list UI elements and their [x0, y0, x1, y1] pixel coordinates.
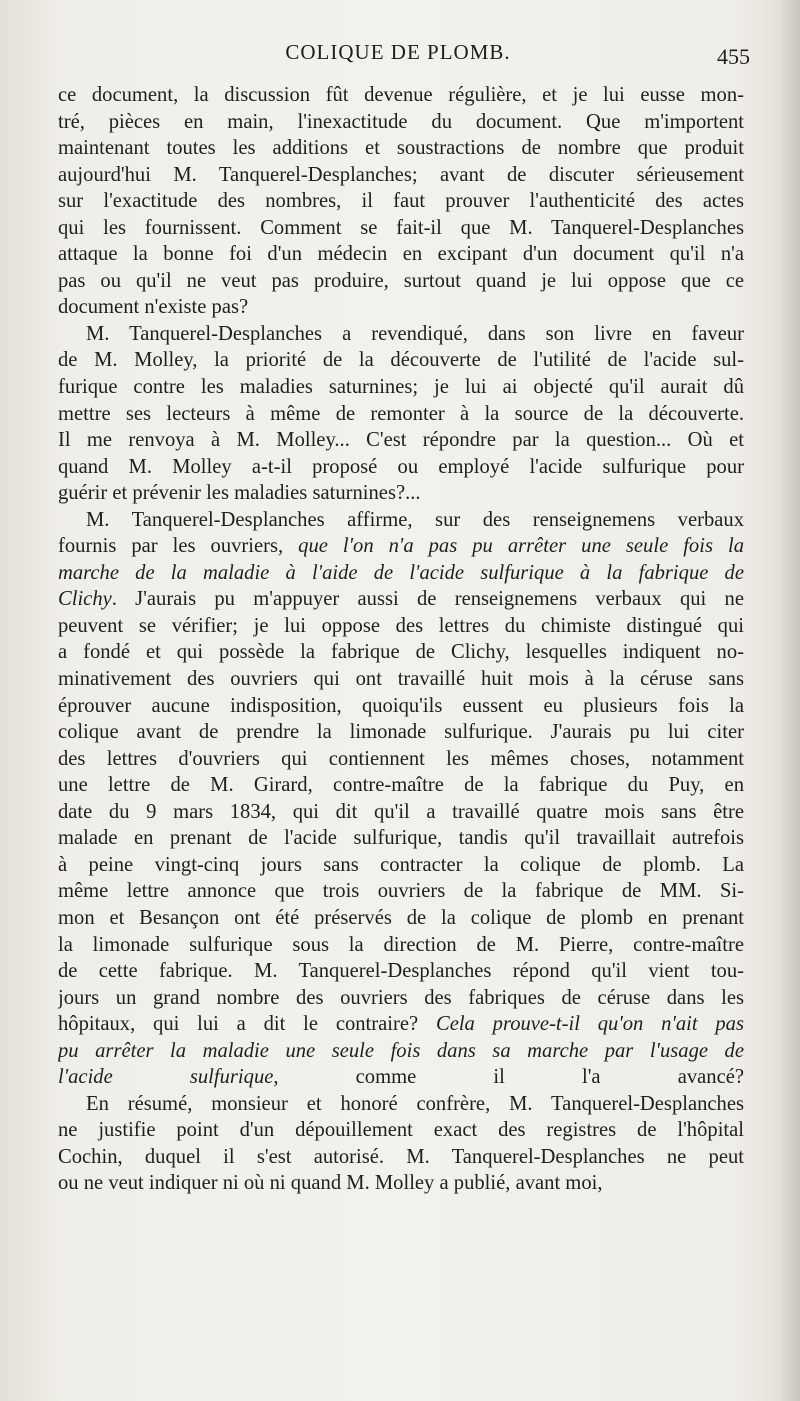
line-text: tré, pièces en main, l'inexactitude du document. Que m'importent — [58, 110, 744, 133]
text-line — [58, 878, 744, 905]
line-text: document n'existe pas? — [58, 296, 249, 319]
line-text: éprouver aucune indisposition, quoiqu'ils eussent eu plusieurs fois la — [58, 694, 744, 717]
text-line — [58, 905, 744, 932]
text-line — [58, 374, 744, 401]
line-italic-text: que l'on n'a pas pu arrêter une seule fois la — [298, 535, 744, 558]
text-line — [58, 799, 744, 826]
text-line — [58, 639, 744, 666]
line-text: Il me renvoya à M. Molley... C'est répondre par la question... Où et — [58, 429, 744, 452]
text-line — [58, 507, 744, 534]
text-line — [58, 188, 744, 215]
text-line — [58, 1038, 744, 1065]
text-line — [58, 401, 744, 428]
line-text: fournis par les ouvriers, — [58, 535, 299, 558]
line-italic-text: marche de la maladie à l'aide de l'acide sulfurique à la fabrique de — [58, 561, 744, 584]
line-text: ou ne veut indiquer ni où ni quand M. Molley a publié, avant moi, — [58, 1172, 603, 1195]
line-text: de cette fabrique. M. Tanquerel-Desplanches répond qu'il vient tou- — [58, 960, 744, 983]
text-line — [58, 480, 744, 507]
line-text: Cochin, duquel il s'est autorisé. M. Tanquerel-Desplanches ne peut — [58, 1145, 744, 1168]
line-text: qui les fournissent. Comment se fait-il que M. Tanquerel-Desplanches — [58, 216, 744, 239]
text-line — [58, 825, 744, 852]
text-line — [58, 1091, 744, 1118]
text-line — [58, 321, 744, 348]
line-text: peuvent se vérifier; je lui oppose des lettres du chimiste distingué qui — [58, 614, 744, 637]
line-text: hôpitaux, qui lui a dit le contraire? — [58, 1013, 436, 1036]
text-line — [58, 693, 744, 720]
body-text — [58, 82, 744, 1197]
line-italic-text: pu arrêter la maladie une seule fois dans sa marche par l'usage de — [58, 1039, 744, 1062]
line-text: une lettre de M. Girard, contre-maître de la fabrique du Puy, en — [58, 774, 744, 797]
line-text: quand M. Molley a-t-il proposé ou employé l'acide sulfurique pour — [58, 455, 744, 478]
text-line — [58, 666, 744, 693]
line-text: ne justifie point d'un dépouillement exact des registres de l'hôpital — [58, 1119, 744, 1142]
text-line — [58, 109, 744, 136]
line-italic-text: Clichy — [58, 588, 112, 611]
page-number: 455 — [717, 44, 750, 69]
line-text: En résumé, monsieur et honoré confrère, M. Tanquerel-Desplanches — [86, 1092, 744, 1115]
line-text: minativement des ouvriers qui ont travaillé huit mois à la céruse sans — [58, 668, 744, 691]
text-line — [58, 241, 744, 268]
line-text: colique avant de prendre la limonade sulfurique. J'aurais pu lui citer — [58, 721, 744, 744]
text-line — [58, 294, 744, 321]
line-text: aujourd'hui M. Tanquerel-Desplanches; avant de discuter sérieusement — [58, 163, 744, 186]
line-text: date du 9 mars 1834, qui dit qu'il a travaillé quatre mois sans être — [58, 800, 744, 823]
text-line — [58, 268, 744, 295]
text-line — [58, 746, 744, 773]
line-text: M. Tanquerel-Desplanches affirme, sur des renseignemens verbaux — [86, 508, 744, 531]
line-text: attaque la bonne foi d'un médecin en excipant d'un document qu'il n'a — [58, 243, 744, 266]
text-line — [58, 1117, 744, 1144]
line-text: à peine vingt-cinq jours sans contracter la colique de plomb. La — [58, 853, 744, 876]
text-line — [58, 613, 744, 640]
line-text: maintenant toutes les additions et soustractions de nombre que produit — [58, 137, 744, 160]
text-line — [58, 1064, 744, 1091]
line-text: sur l'exactitude des nombres, il faut prouver l'authenticité des actes — [58, 190, 744, 213]
line-text: la limonade sulfurique sous la direction de M. Pierre, contre-maître — [58, 933, 744, 956]
text-line — [58, 454, 744, 481]
line-text: a fondé et qui possède la fabrique de Clichy, lesquelles indiquent no- — [58, 641, 744, 664]
line-text: jours un grand nombre des ouvriers des fabriques de céruse dans les — [58, 986, 744, 1009]
text-line — [58, 586, 744, 613]
page-gutter-shadow — [778, 0, 800, 1401]
line-text: mon et Besançon ont été préservés de la colique de plomb en prenant — [58, 906, 744, 929]
line-text: même lettre annonce que trois ouvriers de la fabrique de MM. Si- — [58, 880, 744, 903]
line-text: , comme il l'a avancé? — [273, 1066, 744, 1089]
text-line — [58, 347, 744, 374]
text-line — [58, 427, 744, 454]
text-line — [58, 1011, 744, 1038]
running-title: COLIQUE DE PLOMB. — [285, 40, 511, 64]
line-text: pas ou qu'il ne veut pas produire, surtout quand je lui oppose que ce — [58, 269, 744, 292]
line-text: . J'aurais pu m'appuyer aussi de renseignemens verbaux qui ne — [111, 588, 744, 611]
line-text: malade en prenant de l'acide sulfurique, tandis qu'il travaillait autrefois — [58, 827, 744, 850]
text-line — [58, 852, 744, 879]
line-text: ce document, la discussion fût devenue régulière, et je lui eusse mon- — [58, 84, 744, 106]
line-text: guérir et prévenir les maladies saturnines?... — [58, 482, 421, 505]
line-italic-text: Cela prouve-t-il qu'on n'ait pas — [435, 1013, 744, 1036]
text-line — [58, 560, 744, 587]
page-header — [0, 40, 800, 80]
text-line — [58, 215, 744, 242]
text-line — [58, 985, 744, 1012]
line-italic-text: l'acide sulfurique — [58, 1066, 274, 1089]
text-line — [58, 162, 744, 189]
line-text: de M. Molley, la priorité de la découverte de l'utilité de l'acide sul- — [58, 349, 744, 372]
line-text: M. Tanquerel-Desplanches a revendiqué, dans son livre en faveur — [86, 322, 744, 345]
text-line — [58, 135, 744, 162]
text-line — [58, 932, 744, 959]
text-line — [58, 82, 744, 109]
text-line — [58, 1170, 744, 1197]
line-text: des lettres d'ouvriers qui contiennent les mêmes choses, notamment — [58, 747, 744, 770]
text-line — [58, 1144, 744, 1171]
line-text: furique contre les maladies saturnines; je lui ai objecté qu'il aurait dû — [58, 376, 744, 399]
line-text: mettre ses lecteurs à même de remonter à la source de la découverte. — [58, 402, 744, 425]
text-line — [58, 719, 744, 746]
text-line — [58, 533, 744, 560]
text-line — [58, 772, 744, 799]
text-line — [58, 958, 744, 985]
